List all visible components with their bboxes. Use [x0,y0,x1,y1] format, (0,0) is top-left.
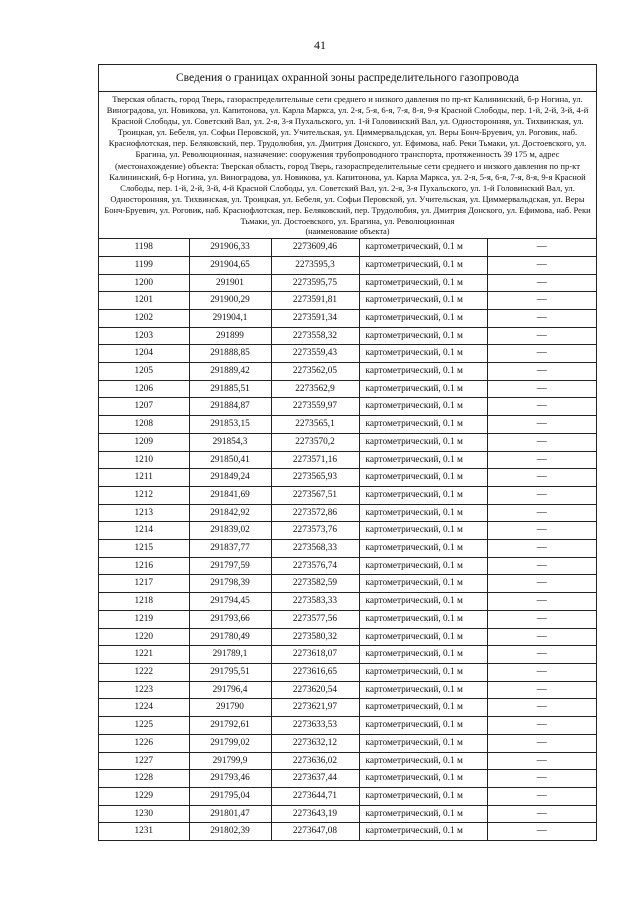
method-cell: картометрический, 0.1 м [359,734,487,752]
point-number-cell: 1212 [99,486,189,504]
method-cell: картометрический, 0.1 м [359,380,487,398]
y-coordinate-cell: 2273620,54 [271,681,359,699]
y-coordinate-cell: 2273595,75 [271,274,359,292]
method-cell: картометрический, 0.1 м [359,610,487,628]
y-coordinate-cell: 2273636,02 [271,752,359,770]
x-coordinate-cell: 291801,47 [189,805,271,823]
table-row [99,681,596,699]
coordinates-table-body [99,239,596,840]
table-row [99,504,596,522]
table-row [99,787,596,805]
y-coordinate-cell: 2273632,12 [271,734,359,752]
precision-cell: — [487,734,596,752]
precision-cell: — [487,823,596,840]
y-coordinate-cell: 2273559,43 [271,345,359,363]
method-cell: картометрический, 0.1 м [359,327,487,345]
table-row [99,575,596,593]
point-number-cell: 1208 [99,416,189,434]
point-number-cell: 1221 [99,646,189,664]
y-coordinate-cell: 2273647,08 [271,823,359,840]
y-coordinate-cell: 2273616,65 [271,664,359,682]
precision-cell: — [487,557,596,575]
precision-cell: — [487,327,596,345]
precision-cell: — [487,469,596,487]
table-row [99,469,596,487]
point-number-cell: 1213 [99,504,189,522]
x-coordinate-cell: 291839,02 [189,522,271,540]
x-coordinate-cell: 291793,46 [189,770,271,788]
x-coordinate-cell: 291888,85 [189,345,271,363]
precision-cell: — [487,274,596,292]
page-number: 41 [314,38,326,52]
point-number-cell: 1220 [99,628,189,646]
x-coordinate-cell: 291780,49 [189,628,271,646]
method-cell: картометрический, 0.1 м [359,717,487,735]
y-coordinate-cell: 2273621,97 [271,699,359,717]
precision-cell: — [487,504,596,522]
point-number-cell: 1201 [99,292,189,310]
method-cell: картометрический, 0.1 м [359,823,487,840]
precision-cell: — [487,522,596,540]
precision-cell: — [487,486,596,504]
point-number-cell: 1207 [99,398,189,416]
method-cell: картометрический, 0.1 м [359,664,487,682]
y-coordinate-cell: 2273644,71 [271,787,359,805]
precision-cell: — [487,646,596,664]
y-coordinate-cell: 2273643,19 [271,805,359,823]
point-number-cell: 1203 [99,327,189,345]
point-number-cell: 1216 [99,557,189,575]
precision-cell: — [487,770,596,788]
method-cell: картометрический, 0.1 м [359,575,487,593]
table-row [99,593,596,611]
y-coordinate-cell: 2273591,81 [271,292,359,310]
precision-cell: — [487,380,596,398]
method-cell: картометрический, 0.1 м [359,309,487,327]
table-row [99,664,596,682]
method-cell: картометрический, 0.1 м [359,540,487,558]
x-coordinate-cell: 291790 [189,699,271,717]
table-row [99,292,596,310]
y-coordinate-cell: 2273577,56 [271,610,359,628]
x-coordinate-cell: 291889,42 [189,363,271,381]
x-coordinate-cell: 291793,66 [189,610,271,628]
method-cell: картометрический, 0.1 м [359,557,487,575]
precision-cell: — [487,575,596,593]
point-number-cell: 1218 [99,593,189,611]
method-cell: картометрический, 0.1 м [359,752,487,770]
precision-cell: — [487,540,596,558]
y-coordinate-cell: 2273562,05 [271,363,359,381]
table-row [99,734,596,752]
x-coordinate-cell: 291849,24 [189,469,271,487]
table-row [99,646,596,664]
table-row [99,433,596,451]
x-coordinate-cell: 291796,4 [189,681,271,699]
x-coordinate-cell: 291837,77 [189,540,271,558]
method-cell: картометрический, 0.1 м [359,486,487,504]
table-row [99,699,596,717]
method-cell: картометрический, 0.1 м [359,787,487,805]
point-number-cell: 1202 [99,309,189,327]
point-number-cell: 1224 [99,699,189,717]
method-cell: картометрический, 0.1 м [359,699,487,717]
table-row [99,823,596,840]
method-cell: картометрический, 0.1 м [359,345,487,363]
point-number-cell: 1227 [99,752,189,770]
method-cell: картометрический, 0.1 м [359,292,487,310]
method-cell: картометрический, 0.1 м [359,593,487,611]
point-number-cell: 1225 [99,717,189,735]
method-cell: картометрический, 0.1 м [359,363,487,381]
point-number-cell: 1231 [99,823,189,840]
table-row [99,416,596,434]
x-coordinate-cell: 291853,15 [189,416,271,434]
precision-cell: — [487,398,596,416]
x-coordinate-cell: 291904,1 [189,309,271,327]
y-coordinate-cell: 2273568,33 [271,540,359,558]
x-coordinate-cell: 291794,45 [189,593,271,611]
point-number-cell: 1204 [99,345,189,363]
table-row [99,309,596,327]
precision-cell: — [487,292,596,310]
x-coordinate-cell: 291792,61 [189,717,271,735]
precision-cell: — [487,628,596,646]
x-coordinate-cell: 291795,51 [189,664,271,682]
table-row [99,451,596,469]
document-frame [98,64,597,841]
y-coordinate-cell: 2273609,46 [271,239,359,257]
method-cell: картометрический, 0.1 м [359,398,487,416]
point-number-cell: 1229 [99,787,189,805]
x-coordinate-cell: 291854,3 [189,433,271,451]
table-row [99,380,596,398]
precision-cell: — [487,345,596,363]
x-coordinate-cell: 291904,65 [189,256,271,274]
precision-cell: — [487,433,596,451]
table-row [99,717,596,735]
x-coordinate-cell: 291901 [189,274,271,292]
y-coordinate-cell: 2273576,74 [271,557,359,575]
point-number-cell: 1209 [99,433,189,451]
y-coordinate-cell: 2273580,32 [271,628,359,646]
method-cell: картометрический, 0.1 м [359,681,487,699]
method-cell: картометрический, 0.1 м [359,805,487,823]
x-coordinate-cell: 291899 [189,327,271,345]
y-coordinate-cell: 2273567,51 [271,486,359,504]
y-coordinate-cell: 2273582,59 [271,575,359,593]
x-coordinate-cell: 291841,69 [189,486,271,504]
method-cell: картометрический, 0.1 м [359,469,487,487]
y-coordinate-cell: 2273571,16 [271,451,359,469]
point-number-cell: 1230 [99,805,189,823]
point-number-cell: 1217 [99,575,189,593]
point-number-cell: 1199 [99,256,189,274]
x-coordinate-cell: 291797,59 [189,557,271,575]
method-cell: картометрический, 0.1 м [359,451,487,469]
x-coordinate-cell: 291798,39 [189,575,271,593]
table-row [99,274,596,292]
precision-cell: — [487,699,596,717]
table-row [99,805,596,823]
table-row [99,486,596,504]
method-cell: картометрический, 0.1 м [359,416,487,434]
table-row [99,752,596,770]
y-coordinate-cell: 2273583,33 [271,593,359,611]
y-coordinate-cell: 2273565,93 [271,469,359,487]
point-number-cell: 1198 [99,239,189,257]
table-row [99,256,596,274]
point-number-cell: 1200 [99,274,189,292]
x-coordinate-cell: 291842,92 [189,504,271,522]
precision-cell: — [487,805,596,823]
table-row [99,522,596,540]
object-caption: (наименование объекта) [305,227,390,237]
y-coordinate-cell: 2273559,97 [271,398,359,416]
y-coordinate-cell: 2273591,34 [271,309,359,327]
table-row [99,363,596,381]
precision-cell: — [487,681,596,699]
x-coordinate-cell: 291789,1 [189,646,271,664]
table-row [99,557,596,575]
x-coordinate-cell: 291900,29 [189,292,271,310]
point-number-cell: 1228 [99,770,189,788]
object-description-text: Тверская область, город Тверь, газораспределительные сети среднего и низкого давления по пр-кт Калининский, б-р Ногина, ул. Виноградова, ул. Новикова, ул. Капитонова, ул. Карла Маркса, ул. 2-я, 5-я, 6-я, 7-я, 8-я, 9-я Красной Слободы, пер. 1-й, 2-й, 3-й, 4-й Красной Слободы, ул. Советский Вал, ул. 2-я, 3-я Пухальского, ул. 1-й Головинский Вал, ул. Односторонняя, ул. Тихвинская, ул. Троицкая, ул. Бебеля, ул. Софьи Перовской, ул. Учительская, ул. Циммервальдская, ул. Веры Бонч-Бруевич, ул. Роговик, наб. Краснофлотская, пер. Беляковский, пер. Трудолюбия, ул. Дмитрия Донского, ул. Ефимова, наб. Реки Тьмаки, ул. Достоевского, ул. Брагина, ул. Революционная, назначение: сооружения трубопроводного транспорта, протяженность 39 175 м, адрес (местонахождение) объекта: Тверская область, город Тверь, газораспределительные сети среднего и низкого давления по пр-кт Калининский, б-р Ногина, ул. Виноградова, ул. Новикова, ул. Капитонова, ул. Карла Маркса, ул. 2-я, 5-я, 6-я, 7-я, 8-я, 9-я Красной Слободы, пер. 1-й, 2-й, 3-й, 4-й Красной Слободы, ул. Советский Вал, ул. 2-я, 3-я Пухальского, ул. 1-й Головинский Вал, ул. Односторонняя, ул. Тихвинская, ул. Троицкая, ул. Бебеля, ул. Софьи Перовской, ул. Учительская, ул. Циммервальдская, ул. Веры Бонч-Бруевич, ул. Роговик, наб. Краснофлотская, пер. Беляковский, пер. Трудолюбия, ул. Дмитрия Донского, ул. Ефимова, наб. Реки Тьмаки, ул. Достоевского, ул. Брагина, ул. Революционная [104,94,591,227]
y-coordinate-cell: 2273572,86 [271,504,359,522]
point-number-cell: 1226 [99,734,189,752]
table-row [99,610,596,628]
method-cell: картометрический, 0.1 м [359,646,487,664]
precision-cell: — [487,593,596,611]
coordinates-table [99,238,596,840]
point-number-cell: 1210 [99,451,189,469]
x-coordinate-cell: 291799,9 [189,752,271,770]
method-cell: картометрический, 0.1 м [359,504,487,522]
point-number-cell: 1206 [99,380,189,398]
y-coordinate-cell: 2273618,07 [271,646,359,664]
y-coordinate-cell: 2273565,1 [271,416,359,434]
method-cell: картометрический, 0.1 м [359,770,487,788]
precision-cell: — [487,309,596,327]
method-cell: картометрический, 0.1 м [359,239,487,257]
x-coordinate-cell: 291850,41 [189,451,271,469]
y-coordinate-cell: 2273633,53 [271,717,359,735]
y-coordinate-cell: 2273573,76 [271,522,359,540]
x-coordinate-cell: 291885,51 [189,380,271,398]
precision-cell: — [487,752,596,770]
y-coordinate-cell: 2273570,2 [271,433,359,451]
x-coordinate-cell: 291884,87 [189,398,271,416]
precision-cell: — [487,363,596,381]
table-row [99,628,596,646]
x-coordinate-cell: 291795,04 [189,787,271,805]
table-row [99,239,596,257]
method-cell: картометрический, 0.1 м [359,274,487,292]
table-row [99,540,596,558]
precision-cell: — [487,416,596,434]
method-cell: картометрический, 0.1 м [359,433,487,451]
precision-cell: — [487,610,596,628]
x-coordinate-cell: 291802,39 [189,823,271,840]
point-number-cell: 1205 [99,363,189,381]
y-coordinate-cell: 2273595,3 [271,256,359,274]
precision-cell: — [487,239,596,257]
point-number-cell: 1223 [99,681,189,699]
precision-cell: — [487,787,596,805]
method-cell: картометрический, 0.1 м [359,628,487,646]
method-cell: картометрический, 0.1 м [359,522,487,540]
y-coordinate-cell: 2273558,32 [271,327,359,345]
point-number-cell: 1219 [99,610,189,628]
y-coordinate-cell: 2273562,9 [271,380,359,398]
table-row [99,345,596,363]
table-row [99,398,596,416]
precision-cell: — [487,451,596,469]
precision-cell: — [487,717,596,735]
point-number-cell: 1222 [99,664,189,682]
point-number-cell: 1214 [99,522,189,540]
precision-cell: — [487,664,596,682]
y-coordinate-cell: 2273637,44 [271,770,359,788]
table-row [99,770,596,788]
point-number-cell: 1215 [99,540,189,558]
point-number-cell: 1211 [99,469,189,487]
x-coordinate-cell: 291799,02 [189,734,271,752]
method-cell: картометрический, 0.1 м [359,256,487,274]
table-row [99,327,596,345]
precision-cell: — [487,256,596,274]
object-description [99,92,596,238]
document-title: Сведения о границах охранной зоны распределительного газопровода [99,65,596,92]
x-coordinate-cell: 291906,33 [189,239,271,257]
